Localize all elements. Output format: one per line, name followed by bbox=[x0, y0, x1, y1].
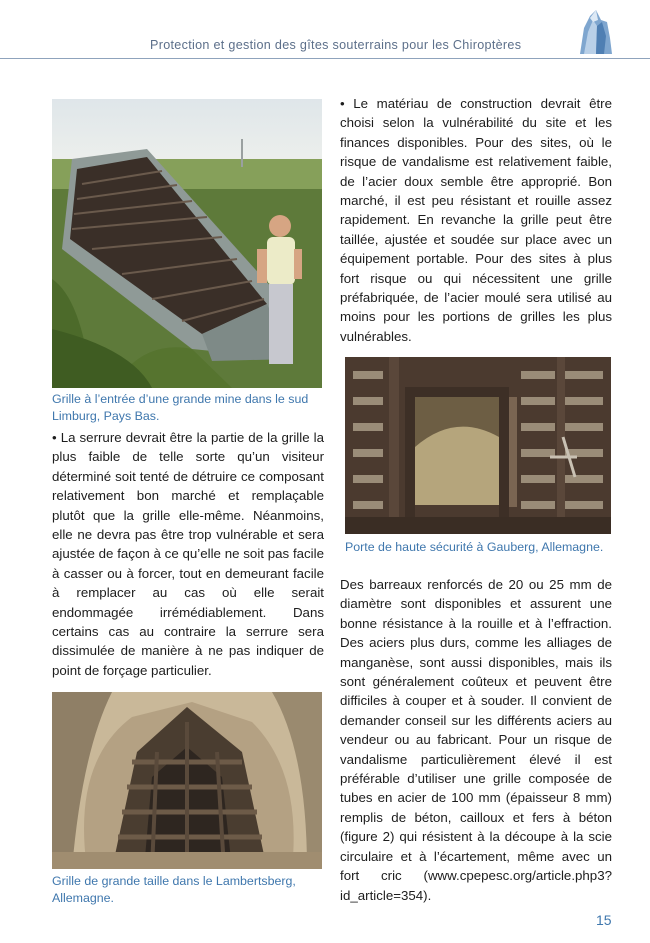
page-number: 15 bbox=[596, 912, 612, 928]
photo-gauberg-door bbox=[345, 357, 611, 534]
photo-mine-entrance-grille bbox=[52, 99, 322, 388]
figure-caption: Grille de grande taille dans le Lambertsberg, Allemagne. bbox=[52, 874, 296, 905]
bat-crystal-logo-icon bbox=[574, 8, 614, 56]
paragraph-material: • Le matériau de construction devrait être choisi selon la vulnérabilité du site et les finances disponibles. Pour des sites, où le risque de vandalisme est relativement faible, de l’acier doux semble être approprié. Bon marché, il est peu résistant et rouille assez rapidement. En revanche la grille peut être taillée, ajustée et soudée sur place avec un équipement portable. Pour des sites à plus fort risque ou qui nécessitent une grille préfabriquée, de l’acier moulé sera utilisé au moins pour les portions de grilles les plus vulnérables. bbox=[340, 96, 612, 344]
photo-lambertsberg-grille bbox=[52, 692, 322, 869]
figure-caption: Porte de haute sécurité à Gauberg, Allemagne. bbox=[345, 540, 604, 554]
running-header: Protection et gestion des gîtes souterrains pour les Chiroptères bbox=[150, 38, 522, 52]
figure-caption: Grille à l’entrée d’une grande mine dans le sud Limburg, Pays Bas. bbox=[52, 392, 309, 423]
paragraph-lock: • La serrure devrait être la partie de la grille la plus faible de telle sorte qu’un visiteur déterminé soit tenté de détruire ce composant relativement bon marché et remplaçable plutôt que la grille elle-même. Néanmoins, elle ne devra pas être trop vulnérable et sera ajustée de façon à ce qu’elle ne soit pas facile à casser ou à forcer, tout en demeurant facile à remplacer au cas où elle serait endommagée irrémédiablement. Dans certains cas au contraire la serrure sera dissimulée de manière à ne pas indiquer de point de forçage particulier. bbox=[52, 430, 324, 678]
header-rule bbox=[0, 58, 650, 59]
paragraph-bars: Des barreaux renforcés de 20 ou 25 mm de diamètre sont disponibles et assurent une bonne résistance à la rouille et à l’effraction. Des aciers plus durs, comme les alliages de manganèse, sont aussi disponibles, mais ils sont généralement coûteux et peuvent être difficiles à couper et à souder. Il convient de demander conseil sur les différents aciers au vendeur ou au fabricant. Pour un risque de vandalisme particulièrement élevé il est préférable d’utiliser une grille composée de tubes en acier de 100 mm (épaisseur 8 mm) remplis de béton, cailloux et fers à béton (figure 2) qui résistent à la découpe à la scie circulaire et à l’écartement, même avec un fort cric (www.cpepesc.org/article.php3?id_article=354). bbox=[340, 577, 612, 903]
